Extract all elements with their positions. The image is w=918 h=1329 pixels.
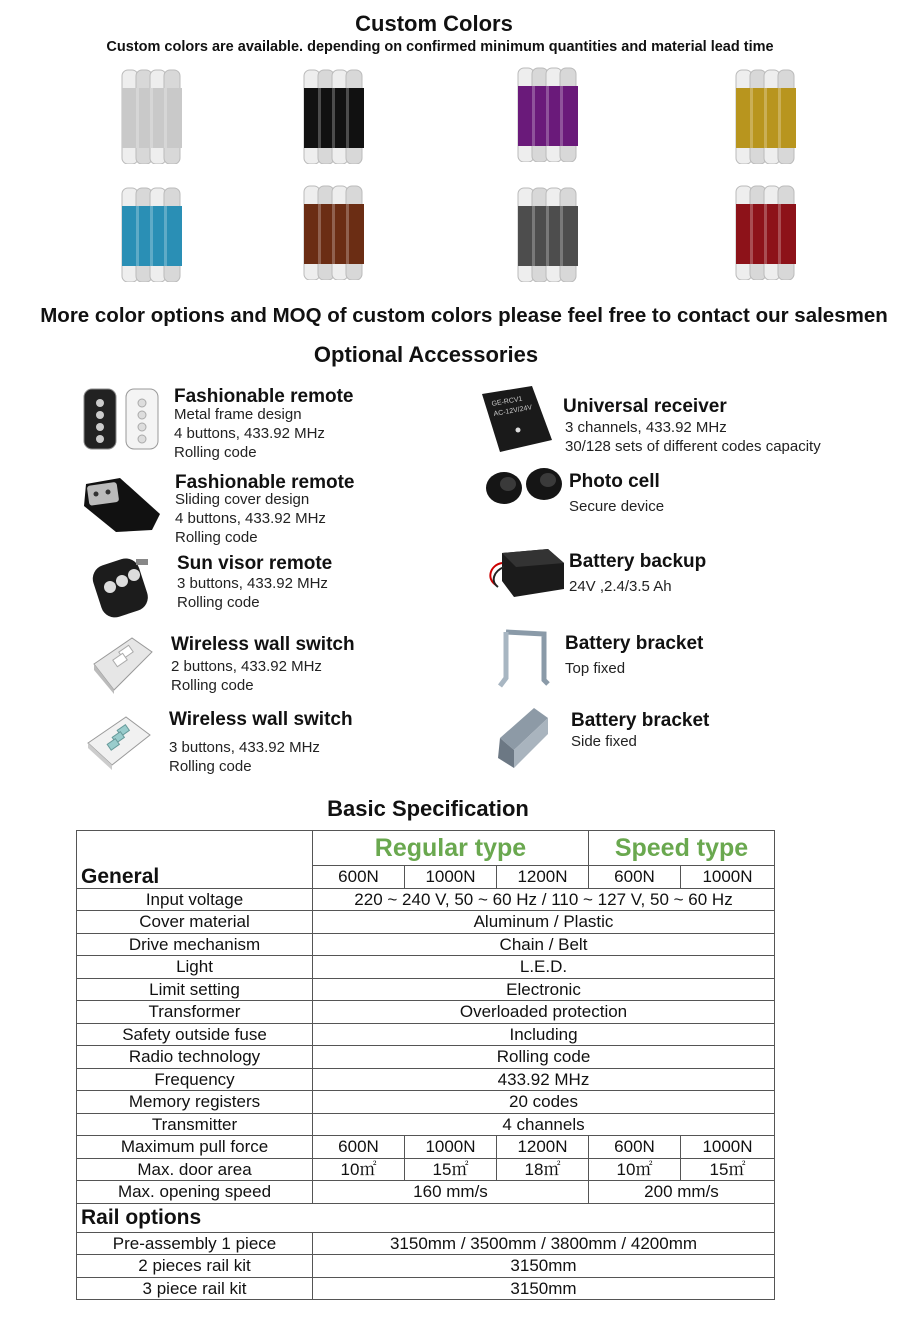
accessory-detail: 3 channels, 433.92 MHz [565, 419, 727, 436]
spec-label: Max. opening speed [77, 1181, 313, 1204]
svg-text:AC-12V/24V: AC-12V/24V [493, 404, 533, 418]
spec-label: Input voltage [77, 888, 313, 911]
spec-row [77, 933, 775, 956]
accessories-title: Optional Accessories [313, 342, 539, 367]
accessory-title: Fashionable remote [174, 386, 354, 407]
visor-remote-icon [88, 551, 158, 621]
accessory-title: Battery bracket [571, 710, 710, 731]
pull-force-cell: 1000N [681, 1136, 775, 1159]
accessory-title: Wireless wall switch [171, 634, 355, 655]
rail-row [77, 1255, 775, 1278]
rail-label: 3 piece rail kit [77, 1277, 313, 1300]
door-area-cell: 18㎡ [497, 1158, 589, 1181]
side-bracket-icon [494, 704, 554, 772]
spec-value: 4 channels [313, 1113, 775, 1136]
color-swatch-purple [516, 66, 580, 162]
accessory-detail: Secure device [569, 498, 665, 515]
door-area-cell: 15㎡ [405, 1158, 497, 1181]
accessory-detail: Rolling code [171, 677, 254, 694]
accessory-detail: Metal frame design [174, 406, 302, 423]
rail-value: 3150mm [313, 1255, 775, 1278]
corner-cell [77, 831, 313, 866]
spec-row [77, 978, 775, 1001]
rail-label: Pre-assembly 1 piece [77, 1232, 313, 1255]
spec-value: Overloaded protection [313, 1001, 775, 1024]
spec-row [77, 956, 775, 979]
spec-label: Light [77, 956, 313, 979]
door-area-cell: 10㎡ [589, 1158, 681, 1181]
color-swatch-black [302, 68, 366, 164]
color-swatch-silver [120, 68, 184, 164]
bracket-icon [496, 628, 554, 692]
spec-label: Drive mechanism [77, 933, 313, 956]
accessory-title: Fashionable remote [175, 472, 355, 493]
accessory-title: Sun visor remote [177, 553, 333, 574]
wall-switch-icon [86, 713, 154, 773]
accessory-detail: Rolling code [175, 529, 258, 546]
accessory-title: Battery bracket [565, 633, 704, 654]
speed-type-header: Speed type [589, 831, 775, 866]
spec-value: Chain / Belt [313, 933, 775, 956]
remote-icon [82, 385, 162, 455]
spec-label: Radio technology [77, 1046, 313, 1069]
spec-row [77, 888, 775, 911]
spec-value: L.E.D. [313, 956, 775, 979]
spec-label: Limit setting [77, 978, 313, 1001]
accessory-detail: 4 buttons, 433.92 MHz [174, 425, 325, 442]
model-cell: 1000N [405, 866, 497, 889]
spec-value: Rolling code [313, 1046, 775, 1069]
photocell-icon [484, 462, 568, 510]
spec-label: Frequency [77, 1068, 313, 1091]
accessory-detail: Rolling code [169, 758, 252, 775]
accessory-detail: 30/128 sets of different codes capacity [565, 438, 821, 455]
accessory-detail: 4 buttons, 433.92 MHz [175, 510, 326, 527]
pull-force-cell: 600N [589, 1136, 681, 1159]
accessory-detail: 24V ,2.4/3.5 Ah [569, 578, 672, 595]
regular-speed-cell: 160 mm/s [313, 1181, 589, 1204]
accessory-detail: 2 buttons, 433.92 MHz [171, 658, 322, 675]
custom-colors-subtitle: Custom colors are available. depending on confirmed minimum quantities and material lead time [106, 39, 774, 55]
spec-row [77, 1091, 775, 1114]
slide-remote-icon [82, 474, 164, 534]
door-area-cell: 10㎡ [313, 1158, 405, 1181]
accessory-detail: Rolling code [177, 594, 260, 611]
pull-force-cell: 1000N [405, 1136, 497, 1159]
accessory-title: Photo cell [569, 471, 660, 492]
battery-icon [484, 545, 568, 601]
pull-force-cell: 600N [313, 1136, 405, 1159]
rail-row [77, 1232, 775, 1255]
spec-value: 433.92 MHz [313, 1068, 775, 1091]
spec-label: Transformer [77, 1001, 313, 1024]
rail-label: 2 pieces rail kit [77, 1255, 313, 1278]
spec-label: Max. door area [77, 1158, 313, 1181]
color-swatch-blue [120, 186, 184, 282]
spec-label: Transmitter [77, 1113, 313, 1136]
accessory-detail: Sliding cover design [175, 491, 310, 508]
rail-value: 3150mm / 3500mm / 3800mm / 4200mm [313, 1232, 775, 1255]
accessory-title: Battery backup [569, 551, 707, 572]
spec-label: Cover material [77, 911, 313, 934]
door-area-cell: 15㎡ [681, 1158, 775, 1181]
spec-value: 20 codes [313, 1091, 775, 1114]
spec-row [77, 1046, 775, 1069]
accessory-detail: Rolling code [174, 444, 257, 461]
spec-row [77, 1068, 775, 1091]
spec-row [77, 1023, 775, 1046]
rail-row [77, 1277, 775, 1300]
accessory-detail: Side fixed [571, 733, 637, 750]
spec-value: 220 ~ 240 V, 50 ~ 60 Hz / 110 ~ 127 V, 50 ~ 60 Hz [313, 888, 775, 911]
spec-label: Memory registers [77, 1091, 313, 1114]
spec-value: Electronic [313, 978, 775, 1001]
spec-row [77, 911, 775, 934]
rail-value: 3150mm [313, 1277, 775, 1300]
more-color-options: More color options and MOQ of custom colors please feel free to contact our salesmen [40, 304, 888, 327]
custom-colors-title: Custom Colors [355, 11, 513, 36]
color-swatch-gray [516, 186, 580, 282]
regular-type-header: Regular type [313, 831, 589, 866]
accessory-detail: Top fixed [565, 660, 626, 677]
accessory-title: Universal receiver [563, 396, 727, 417]
spec-row [77, 1113, 775, 1136]
receiver-icon [478, 384, 556, 456]
wall-switch-icon [90, 634, 156, 696]
rail-options-header: Rail options [77, 1203, 775, 1232]
model-cell: 1200N [497, 866, 589, 889]
general-header: General [77, 866, 313, 889]
accessory-detail: 3 buttons, 433.92 MHz [169, 739, 320, 756]
spec-value: Including [313, 1023, 775, 1046]
accessory-detail: 3 buttons, 433.92 MHz [177, 575, 328, 592]
spec-row [77, 1001, 775, 1024]
spec-label: Maximum pull force [77, 1136, 313, 1159]
svg-text:GE-RCV1: GE-RCV1 [491, 395, 523, 408]
pull-force-cell: 1200N [497, 1136, 589, 1159]
model-cell: 1000N [681, 866, 775, 889]
color-swatch-gold [734, 68, 798, 164]
spec-title: Basic Specification [327, 796, 529, 821]
model-cell: 600N [313, 866, 405, 889]
spec-table [76, 830, 775, 1300]
spec-label: Safety outside fuse [77, 1023, 313, 1046]
spec-value: Aluminum / Plastic [313, 911, 775, 934]
color-swatch-red [734, 184, 798, 280]
color-swatch-brown [302, 184, 366, 280]
model-cell: 600N [589, 866, 681, 889]
speed-type-speed-cell: 200 mm/s [589, 1181, 775, 1204]
accessory-title: Wireless wall switch [169, 709, 353, 730]
